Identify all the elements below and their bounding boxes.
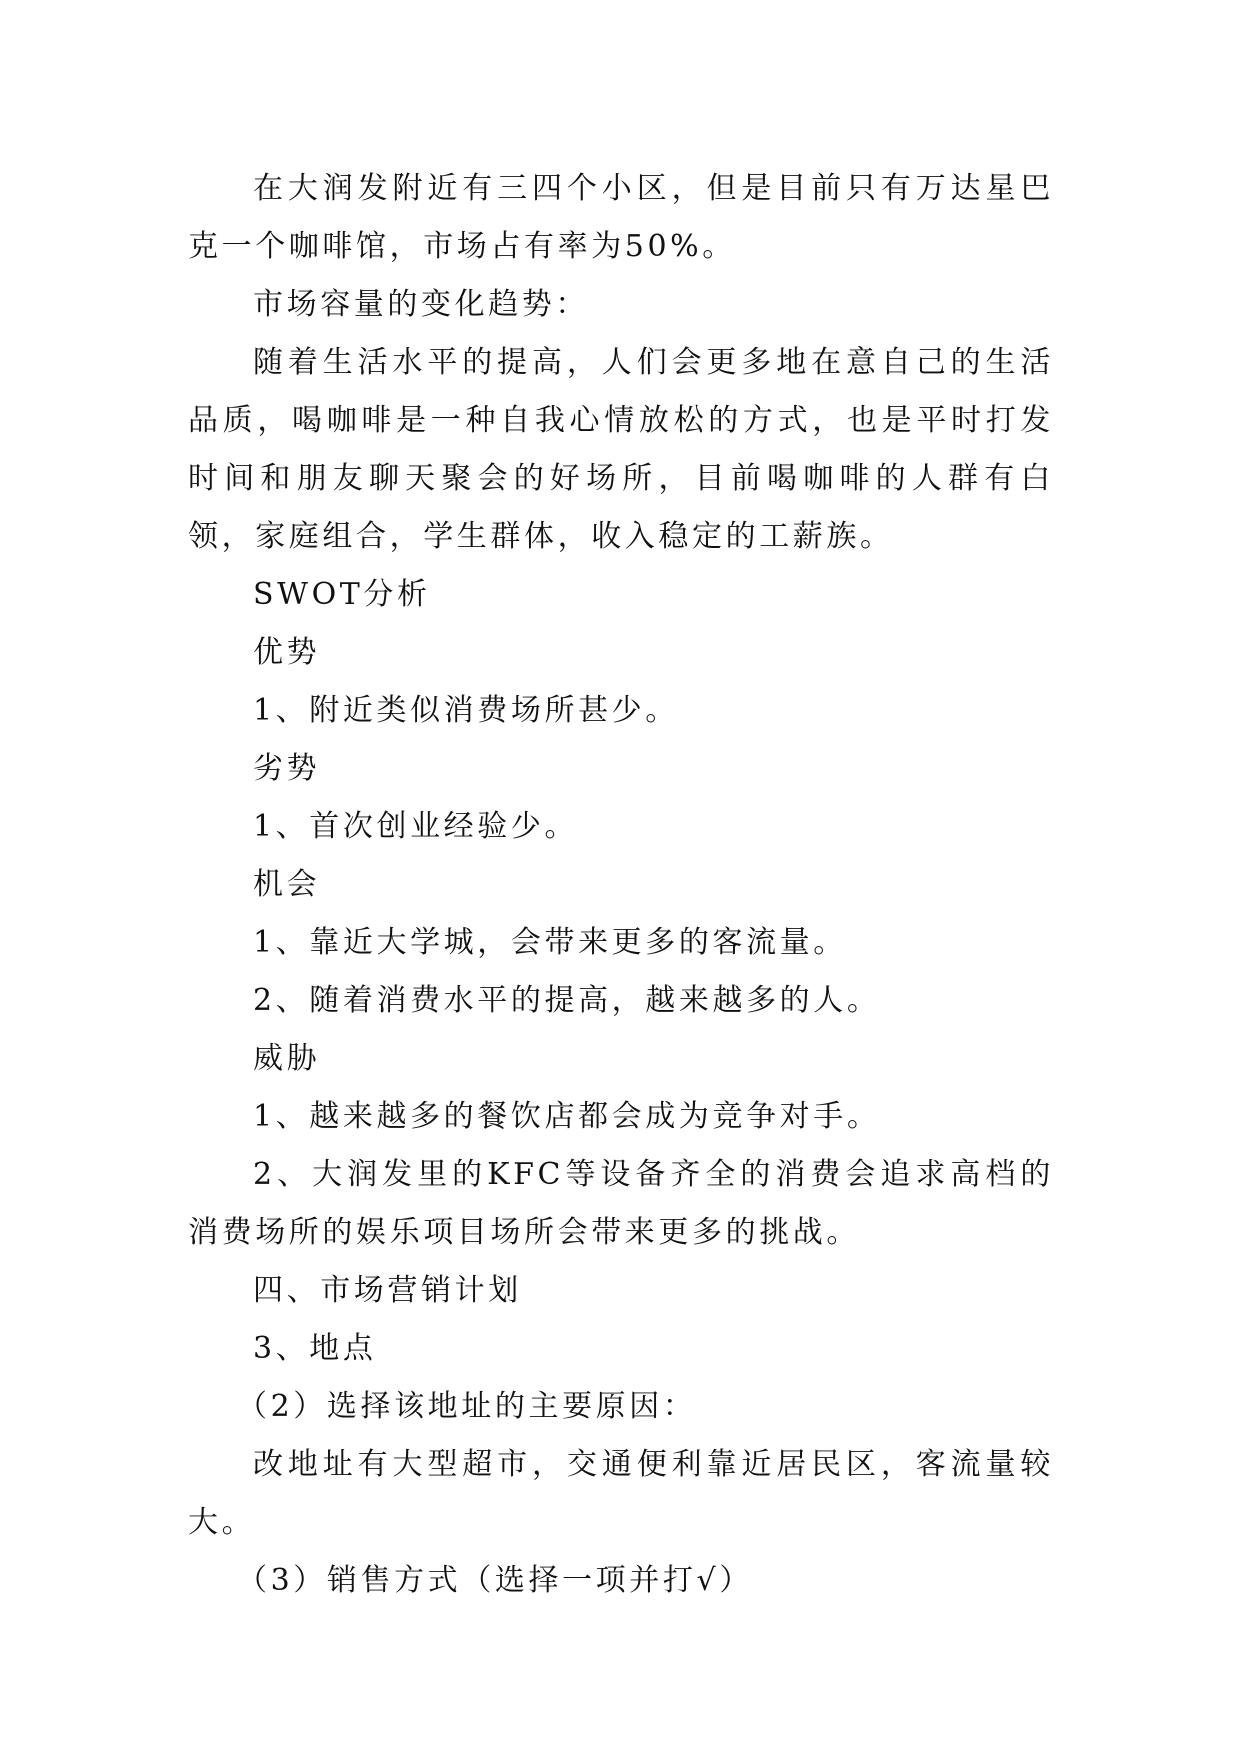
threat-item-2: 2、大润发里的KFC等设备齐全的消费会追求高档的消费场所的娱乐项目场所会带来更多的挑战。 (188, 1157, 1054, 1250)
heading-marketing-plan: 四、市场营销计划 (253, 1273, 522, 1308)
heading-swot: SWOT分析 (253, 577, 431, 612)
heading-weaknesses: 劣势 (253, 751, 321, 786)
paragraph-capacity-trend-heading: 市场容量的变化趋势： (253, 287, 589, 322)
document-body (188, 160, 1054, 1610)
heading-threats: 威胁 (253, 1041, 321, 1076)
sales-method-heading: （3）销售方式（选择一项并打√） (237, 1563, 753, 1598)
opportunity-item-2: 2、随着消费水平的提高，越来越多的人。 (253, 983, 881, 1018)
location-reason-heading: （2）选择该地址的主要原因： (237, 1389, 697, 1424)
paragraph-market-share: 在大润发附近有三四个小区，但是目前只有万达星巴克一个咖啡馆，市场占有率为50%。 (188, 171, 1054, 264)
paragraph-capacity-trend: 随着生活水平的提高，人们会更多地在意自己的生活品质，喝咖啡是一种自我心情放松的方式，也是平时打发时间和朋友聊天聚会的好场所，目前喝咖啡的人群有白领，家庭组合，学生群体，收入稳定的工薪族。 (188, 345, 1054, 554)
weakness-item-1: 1、首次创业经验少。 (253, 809, 579, 844)
heading-opportunities: 机会 (253, 867, 321, 902)
heading-strengths: 优势 (253, 635, 321, 670)
location-reason: 改地址有大型超市，交通便利靠近居民区，客流量较大。 (188, 1447, 1054, 1540)
strength-item-1: 1、附近类似消费场所甚少。 (253, 693, 679, 728)
heading-location: 3、地点 (253, 1331, 377, 1366)
threat-item-1: 1、越来越多的餐饮店都会成为竞争对手。 (253, 1099, 881, 1134)
opportunity-item-1: 1、靠近大学城，会带来更多的客流量。 (253, 925, 847, 960)
